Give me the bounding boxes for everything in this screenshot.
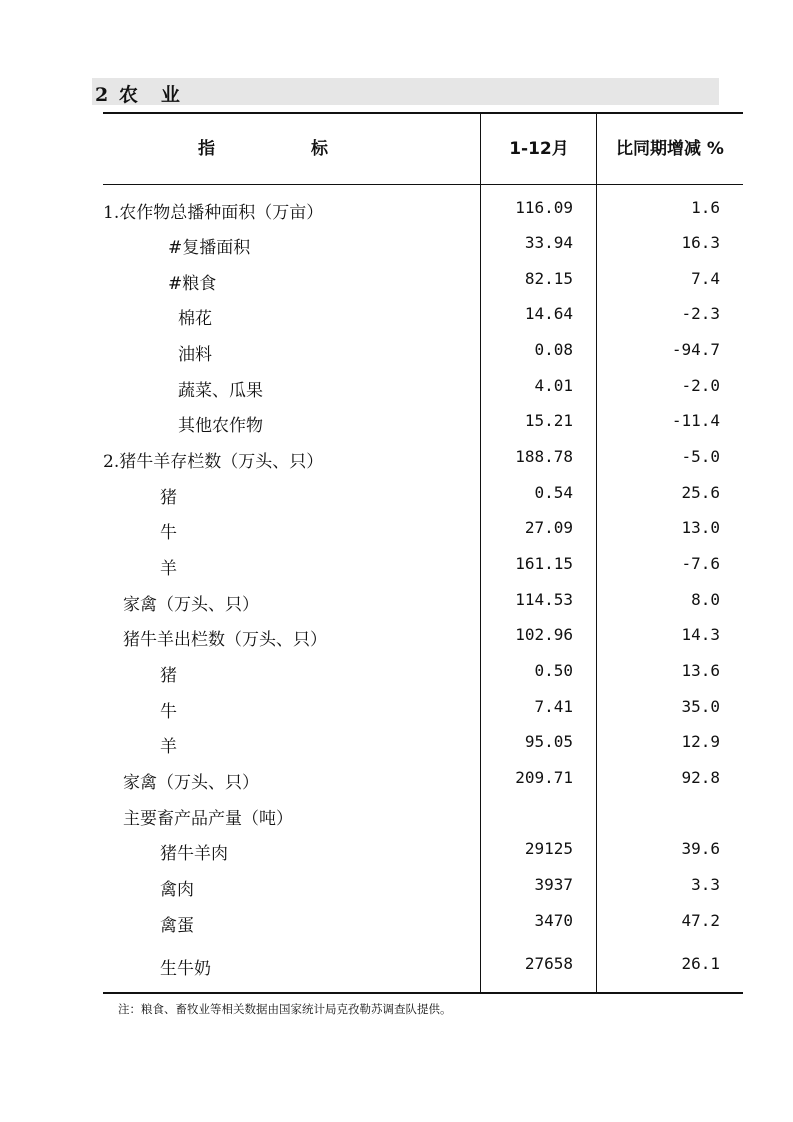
row-label: 牛 [160, 523, 177, 543]
row-change-value: -5.0 [681, 447, 720, 466]
row-change-value: 92.8 [681, 768, 720, 787]
table-row [103, 483, 743, 517]
row-change-value: 13.6 [681, 661, 720, 680]
row-month-value: 114.53 [515, 590, 573, 609]
row-change-value: 39.6 [681, 839, 720, 858]
row-change-value: 16.3 [681, 233, 720, 252]
row-month-value: 209.71 [515, 768, 573, 787]
row-label: 蔬菜、瓜果 [178, 381, 263, 401]
row-month-value: 27658 [524, 954, 573, 973]
table-row [103, 625, 743, 659]
row-month-value: 102.96 [515, 625, 573, 644]
header-indicator-char-2: 标 [311, 139, 328, 159]
table-row [103, 875, 743, 909]
table-row [103, 447, 743, 481]
row-change-value: 8.0 [691, 590, 720, 609]
row-change-value: -7.6 [681, 554, 720, 573]
table-row [103, 304, 743, 338]
row-change-value: -2.3 [681, 304, 720, 323]
row-change-value: 12.9 [681, 732, 720, 751]
footnote: 注：粮食、畜牧业等相关数据由国家统计局克孜勒苏调查队提供。 [118, 1002, 452, 1016]
row-label: 生牛奶 [160, 959, 211, 979]
row-label: 1.农作物总播种面积（万亩） [103, 203, 324, 223]
row-label: 羊 [160, 737, 177, 757]
section-title: 2 农 业 [95, 84, 182, 106]
row-change-value: 25.6 [681, 483, 720, 502]
row-change-value: 7.4 [691, 269, 720, 288]
row-label: 油料 [178, 345, 212, 365]
row-label: 猪牛羊出栏数（万头、只） [123, 630, 327, 650]
row-label: #复播面积 [168, 238, 251, 258]
table-row [103, 768, 743, 802]
table-row [103, 376, 743, 410]
row-month-value: 29125 [524, 839, 573, 858]
row-label: 家禽（万头、只） [123, 773, 259, 793]
table-row [103, 518, 743, 552]
table-row [103, 732, 743, 766]
row-month-value: 95.05 [524, 732, 573, 751]
row-label: 棉花 [178, 309, 212, 329]
row-month-value: 7.41 [534, 697, 573, 716]
row-change-value: 3.3 [691, 875, 720, 894]
table-row [103, 804, 743, 838]
row-month-value: 4.01 [534, 376, 573, 395]
row-month-value: 116.09 [515, 198, 573, 217]
table-row [103, 911, 743, 945]
row-month-value: 0.50 [534, 661, 573, 680]
table-row [103, 233, 743, 267]
header-change: 比同期增减 % [616, 139, 724, 159]
row-change-value: 13.0 [681, 518, 720, 537]
row-label: 猪 [160, 488, 177, 508]
row-label: 猪 [160, 666, 177, 686]
row-label: 羊 [160, 559, 177, 579]
row-month-value: 161.15 [515, 554, 573, 573]
row-label: 猪牛羊肉 [160, 844, 228, 864]
row-change-value: 47.2 [681, 911, 720, 930]
row-change-value: 26.1 [681, 954, 720, 973]
row-change-value: 1.6 [691, 198, 720, 217]
table-row [103, 411, 743, 445]
header-divider [103, 184, 743, 185]
row-month-value: 14.64 [524, 304, 573, 323]
row-change-value: 14.3 [681, 625, 720, 644]
section-header-bar [92, 78, 719, 105]
row-label: 其他农作物 [178, 416, 263, 436]
row-month-value: 0.54 [534, 483, 573, 502]
agriculture-table [103, 112, 743, 994]
row-month-value: 3470 [534, 911, 573, 930]
row-month-value: 0.08 [534, 340, 573, 359]
row-label: 牛 [160, 702, 177, 722]
row-change-value: -11.4 [671, 411, 720, 430]
row-change-value: -2.0 [681, 376, 720, 395]
row-month-value: 82.15 [524, 269, 573, 288]
table-row [103, 697, 743, 731]
header-indicator-char-1: 指 [198, 139, 215, 159]
row-label: 禽蛋 [160, 916, 194, 936]
row-label: #粮食 [168, 274, 217, 294]
row-change-value: 35.0 [681, 697, 720, 716]
table-row [103, 590, 743, 624]
header-month: 1-12月 [509, 139, 569, 159]
row-label: 2.猪牛羊存栏数（万头、只） [103, 452, 324, 472]
row-label: 家禽（万头、只） [123, 595, 259, 615]
table-row [103, 839, 743, 873]
table-row [103, 554, 743, 588]
table-row [103, 269, 743, 303]
row-change-value: -94.7 [671, 340, 720, 359]
table-row [103, 954, 743, 988]
table-row [103, 340, 743, 374]
row-label: 禽肉 [160, 880, 194, 900]
row-month-value: 3937 [534, 875, 573, 894]
row-label: 主要畜产品产量（吨） [123, 809, 293, 829]
row-month-value: 27.09 [524, 518, 573, 537]
table-row [103, 661, 743, 695]
row-month-value: 33.94 [524, 233, 573, 252]
header-indicator [198, 114, 328, 184]
table-row [103, 198, 743, 232]
row-month-value: 15.21 [524, 411, 573, 430]
row-month-value: 188.78 [515, 447, 573, 466]
